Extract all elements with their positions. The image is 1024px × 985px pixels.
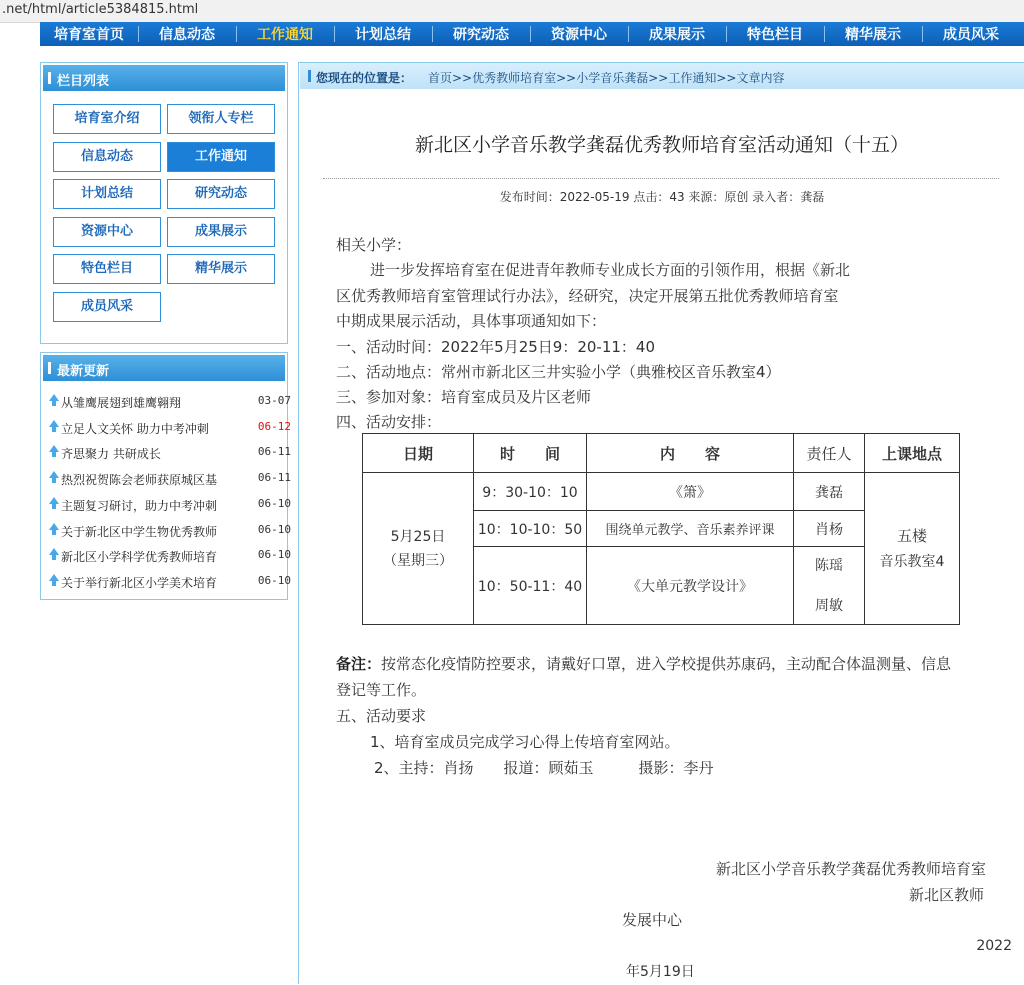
- updates-list: [41, 353, 291, 599]
- update-title[interactable]: 主题复习研讨，助力中考冲刺: [61, 498, 218, 513]
- top-nav: [40, 22, 1024, 46]
- arrow-up-icon: [49, 420, 59, 434]
- update-item[interactable]: [47, 470, 291, 488]
- address-bar[interactable]: [0, 0, 1024, 23]
- category-button[interactable]: 资源中心: [53, 217, 161, 247]
- table-header-row: [363, 434, 960, 473]
- update-title[interactable]: 新北区小学科学优秀教师培育: [61, 550, 218, 565]
- category-button[interactable]: 工作通知: [167, 142, 275, 172]
- update-item[interactable]: [47, 573, 291, 591]
- update-item[interactable]: [47, 444, 291, 462]
- update-title[interactable]: 齐思聚力 共研成长: [61, 447, 161, 462]
- arrow-up-icon: [49, 445, 59, 459]
- col-header-time: 时 间: [474, 434, 587, 473]
- paragraph-line-2: 区优秀教师培育室管理试行办法》，经研究，决定开展第五批优秀教师培育室: [336, 287, 839, 305]
- update-date: 06-10: [257, 522, 291, 536]
- category-button[interactable]: 计划总结: [53, 179, 161, 209]
- paragraph-line-1: 进一步发挥培育室在促进青年教师专业成长方面的引领作用，根据《新北: [370, 261, 851, 279]
- nav-item[interactable]: 成果展示: [649, 27, 705, 43]
- arrow-up-icon: [49, 497, 59, 511]
- nav-item[interactable]: 精华展示: [845, 27, 901, 43]
- nav-separator: [824, 26, 825, 42]
- note-label: 备注：: [336, 655, 382, 673]
- table-row: [363, 473, 960, 511]
- nav-separator: [922, 26, 923, 42]
- update-date: 06-10: [257, 573, 291, 587]
- nav-item[interactable]: 资源中心: [551, 27, 607, 43]
- nav-separator: [432, 26, 433, 42]
- arrow-up-icon: [49, 574, 59, 588]
- time-cell: 9：30-10：10: [474, 473, 587, 511]
- greeting: 相关小学：: [336, 236, 412, 254]
- category-button[interactable]: 研究动态: [167, 179, 275, 209]
- nav-item[interactable]: 成员风采: [943, 27, 999, 43]
- activity-time: 一、活动时间：2022年5月25日9：20-11：40: [336, 338, 656, 356]
- date-line-2: （星期三）: [383, 552, 453, 569]
- category-panel-title: 栏目列表: [57, 74, 110, 89]
- article-title: 新北区小学音乐教学龚磊优秀教师培育室活动通知（十五）: [414, 134, 909, 156]
- update-title[interactable]: 热烈祝贺陈会老师获原城区基: [61, 473, 218, 488]
- arrow-up-icon: [49, 394, 59, 408]
- person-cell: 肖杨: [794, 511, 865, 547]
- category-list: [41, 63, 287, 343]
- nav-separator: [628, 26, 629, 42]
- nav-separator: [138, 26, 139, 42]
- update-title[interactable]: 关于新北区中学生物优秀教师: [61, 524, 218, 539]
- schedule-table: [362, 433, 960, 625]
- breadcrumb-label: 您现在的位置是：: [316, 71, 413, 85]
- note-line-2: 登记等工作。: [336, 681, 427, 699]
- content-cell: 《大单元教学设计》: [587, 547, 794, 625]
- col-header-date: 日期: [363, 434, 474, 473]
- update-title[interactable]: 从雏鹰展翅到雄鹰翱翔: [61, 396, 182, 410]
- category-panel: [40, 62, 288, 344]
- category-button[interactable]: 领衔人专栏: [167, 104, 275, 134]
- nav-item[interactable]: 培育室首页: [54, 27, 124, 43]
- requirements-heading: 五、活动要求: [336, 707, 427, 725]
- updates-panel-title: 最新更新: [57, 364, 110, 379]
- person-cell: [794, 547, 865, 625]
- nav-item[interactable]: 工作通知: [257, 27, 313, 43]
- update-title[interactable]: 关于举行新北区小学美术培育: [61, 575, 218, 590]
- breadcrumb-path[interactable]: 首页>>优秀教师培育室>>小学音乐龚磊>>工作通知>>文章内容: [428, 71, 785, 85]
- arrow-up-icon: [49, 548, 59, 562]
- update-item[interactable]: [47, 393, 291, 411]
- nav-item[interactable]: 信息动态: [159, 27, 215, 43]
- signature-dept-2: 发展中心: [622, 911, 683, 929]
- nav-separator: [236, 26, 237, 42]
- nav-separator: [726, 26, 727, 42]
- col-header-content: 内 容: [587, 434, 794, 473]
- place-line-2: 音乐教室4: [879, 553, 945, 570]
- update-date: 06-10: [257, 548, 291, 562]
- update-item[interactable]: [47, 419, 291, 437]
- update-item[interactable]: [47, 547, 291, 565]
- nav-item[interactable]: 研究动态: [453, 27, 509, 43]
- category-button[interactable]: 成果展示: [167, 217, 275, 247]
- breadcrumb: [300, 63, 1024, 89]
- date-line-1: 5月25日: [390, 528, 446, 545]
- time-cell: 10：50-11：40: [474, 547, 587, 625]
- content-cell: 《箫》: [587, 473, 794, 511]
- arrow-up-icon: [49, 471, 59, 485]
- place-line-1: 五楼: [896, 526, 927, 545]
- nav-item[interactable]: 计划总结: [355, 27, 411, 43]
- col-header-place: 上课地点: [865, 434, 960, 473]
- signature-dept-1: 新北区教师: [908, 886, 984, 904]
- content-cell: 围绕单元教学、音乐素养评课: [587, 511, 794, 547]
- update-date: 06-11: [257, 471, 291, 485]
- update-title[interactable]: 立足人文关怀 助力中考冲刺: [61, 421, 209, 436]
- signature-date: 年5月19日: [626, 964, 695, 980]
- activity-place: 二、活动地点：常州市新北区三井实验小学（典雅校区音乐教室4）: [336, 363, 781, 381]
- signature-org: 新北区小学音乐教学龚磊优秀教师培育室: [715, 860, 986, 878]
- note-text: 按常态化疫情防控要求，请戴好口罩，进入学校提供苏康码，主动配合体温测量、信息: [381, 655, 952, 673]
- update-date: 06-12: [257, 419, 291, 433]
- person-cell: 龚磊: [794, 473, 865, 511]
- category-button[interactable]: 精华展示: [167, 254, 275, 284]
- nav-item[interactable]: 特色栏目: [747, 27, 803, 43]
- category-button[interactable]: 信息动态: [53, 142, 161, 172]
- col-header-person: 责任人: [794, 434, 865, 473]
- date-cell: [363, 473, 474, 625]
- title-divider: [323, 178, 999, 179]
- nav-separator: [530, 26, 531, 42]
- category-button[interactable]: 培育室介绍: [53, 104, 161, 134]
- time-cell: 10：10-10：50: [474, 511, 587, 547]
- note-line-1: [336, 651, 951, 677]
- nav-separator: [334, 26, 335, 42]
- article-meta: 发布时间：2022-05-19 点击：43 来源：原创 录入者：龚磊: [499, 190, 825, 204]
- schedule-heading: 四、活动安排：: [336, 413, 442, 431]
- participants: 三、参加对象：培育室成员及片区老师: [336, 388, 592, 406]
- requirement-2: 2、主持：肖扬 报道：顾茹玉 摄影：李丹: [374, 759, 714, 777]
- update-item[interactable]: [47, 496, 291, 514]
- requirement-1: 1、培育室成员完成学习心得上传培育室网站。: [370, 733, 680, 751]
- person-line-2: 周敏: [815, 597, 843, 614]
- category-button[interactable]: 特色栏目: [53, 254, 161, 284]
- paragraph-line-3: 中期成果展示活动，具体事项通知如下：: [336, 312, 607, 330]
- updates-panel: [40, 352, 291, 600]
- category-button[interactable]: 成员风采: [53, 292, 161, 322]
- url-text: .net/html/article5384815.html: [2, 2, 199, 17]
- person-line-1: 陈瑶: [815, 557, 843, 574]
- signature-year: 2022: [976, 938, 1012, 954]
- update-item[interactable]: [47, 522, 291, 540]
- place-cell: [865, 473, 960, 625]
- update-date: 03-07: [257, 394, 291, 407]
- update-date: 06-11: [257, 445, 291, 459]
- update-date: 06-10: [257, 496, 291, 510]
- arrow-up-icon: [49, 523, 59, 537]
